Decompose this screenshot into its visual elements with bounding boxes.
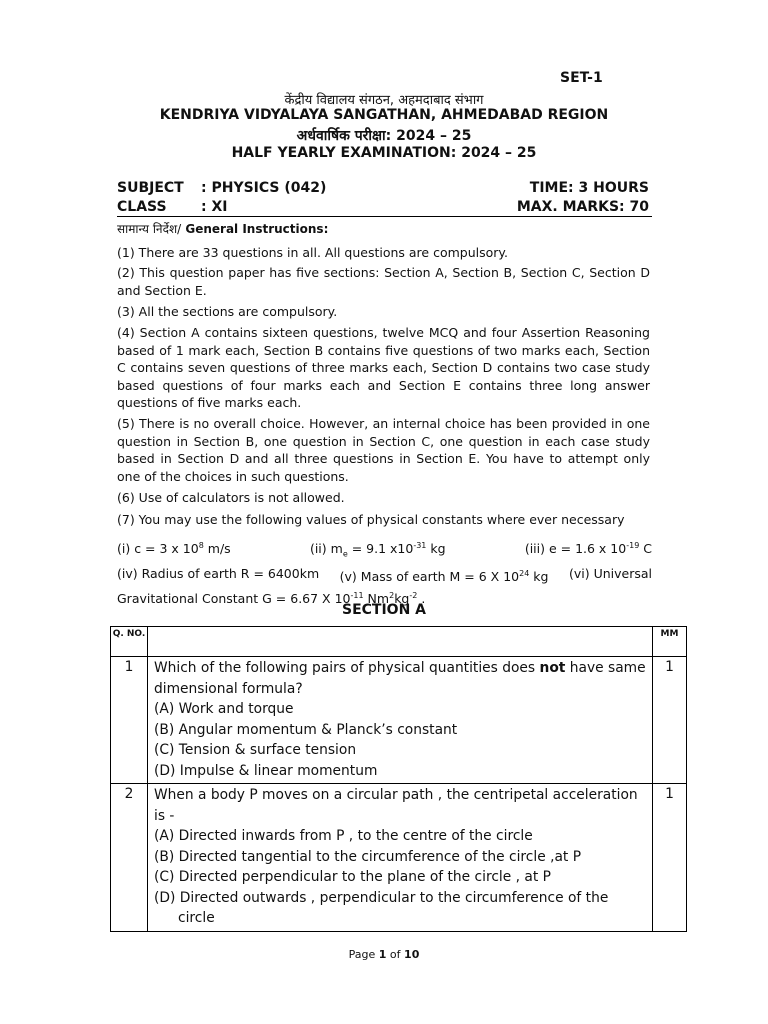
constants-line-2 bbox=[117, 564, 652, 586]
question-marks: 1 bbox=[653, 657, 687, 784]
instruction-1: (1) There are 33 questions in all. All questions are compulsory. bbox=[117, 245, 508, 260]
max-marks: MAX. MARKS: 70 bbox=[516, 199, 649, 215]
instructions-heading bbox=[117, 220, 328, 237]
const-grav-prefix: (vi) Universal bbox=[568, 565, 652, 581]
class-label: CLASS bbox=[117, 199, 167, 215]
page-footer: Page 1 of 10 bbox=[348, 948, 420, 961]
instruction-5: (5) There is no overall choice. However, an internal choice has been provided in one question in Section B, one question in Section C, one question in each case study based in Section D and all three questions in Section E. You have to attempt only one of the choices in such questions. bbox=[117, 416, 650, 484]
const-mass: (v) Mass of earth M = 6 X $10^{24}$ kg bbox=[339, 568, 549, 584]
org-hindi: केंद्रीय विद्यालय संगठन, अहमदाबाद संभाग bbox=[284, 93, 484, 108]
instruction-3: (3) All the sections are compulsory. bbox=[117, 304, 338, 319]
option-c: (C) Directed perpendicular to the plane of the circle , at P bbox=[154, 869, 551, 885]
option-a: (A) Directed inwards from P , to the centre of the circle bbox=[154, 828, 533, 844]
const-radius: (iv) Radius of earth R = 6400km bbox=[117, 565, 320, 581]
question-body bbox=[148, 784, 653, 932]
option-d: (D) Directed outwards , perpendicular to the circumference of the bbox=[154, 889, 609, 906]
table-row bbox=[111, 784, 687, 932]
subject-label: SUBJECT bbox=[117, 180, 184, 196]
col-question-header bbox=[148, 627, 653, 657]
question-stem: When a body P moves on a circular path , the centripetal acceleration is - bbox=[154, 787, 638, 824]
set-label: SET-1 bbox=[560, 70, 603, 86]
const-c: (i) c = 3 x $10^8$ m/s bbox=[117, 541, 231, 557]
header-divider bbox=[117, 216, 652, 217]
option-b: (B) Directed tangential to the circumference of the circle ,at P bbox=[154, 848, 582, 865]
question-stem: Which of the following pairs of physical quantities does not have same dimensional formula? bbox=[154, 660, 646, 697]
option-d-continued: circle bbox=[178, 910, 215, 926]
org-title: KENDRIYA VIDYALAYA SANGATHAN, AHMEDABAD REGION bbox=[159, 107, 609, 123]
option-b: (B) Angular momentum & Planck’s constant bbox=[154, 721, 458, 738]
table-row bbox=[111, 657, 687, 784]
constants-block bbox=[117, 536, 652, 608]
page-total: 10 bbox=[404, 948, 420, 961]
constants-line-1 bbox=[117, 536, 652, 564]
subject-value: : PHYSICS (042) bbox=[201, 180, 327, 196]
instruction-4: (4) Section A contains sixteen questions, twelve MCQ and four Assertion Reasoning based of 1 mark each, Section B contains five questions of two marks each, Section C contains seven questions of three marks each, Section D contains two case study based questions of four marks each and Section E contains three long answer questions of five marks each. bbox=[117, 325, 650, 410]
class-value: : XI bbox=[201, 199, 228, 215]
page-number: 1 bbox=[378, 948, 387, 961]
class-row bbox=[117, 199, 649, 215]
subject-row bbox=[117, 180, 649, 196]
constants-line-3: Gravitational Constant G = 6.67 X $10^{-11}$ $Nm^2kg^{-2}$ . bbox=[117, 590, 426, 606]
section-a-title: SECTION A bbox=[341, 602, 426, 618]
questions-table bbox=[110, 626, 687, 932]
const-e: (iii) e = 1.6 x $10^{-19}$ C bbox=[524, 541, 652, 557]
question-body bbox=[148, 657, 653, 784]
question-number: 2 bbox=[111, 784, 148, 932]
question-marks: 1 bbox=[653, 784, 687, 932]
option-c: (C) Tension & surface tension bbox=[154, 742, 357, 758]
time-value: TIME: 3 HOURS bbox=[529, 180, 649, 196]
instruction-6: (6) Use of calculators is not allowed. bbox=[117, 490, 345, 505]
instruction-2: (2) This question paper has five sections: Section A, Section B, Section C, Section D and Section E. bbox=[117, 265, 650, 298]
const-me: (ii) $m_e = 9.1$ $x10^{-31}$ kg bbox=[309, 541, 446, 559]
instructions-heading-hindi: सामान्य निर्देश/ bbox=[117, 222, 182, 236]
option-a: (A) Work and torque bbox=[154, 701, 294, 717]
table-header-row bbox=[111, 627, 687, 657]
question-number: 1 bbox=[111, 657, 148, 784]
exam-title: HALF YEARLY EXAMINATION: 2024 – 25 bbox=[231, 145, 537, 161]
exam-hindi: अर्धवार्षिक परीक्षा: 2024 – 25 bbox=[296, 128, 472, 144]
instructions-heading-en: General Instructions: bbox=[181, 222, 329, 236]
col-qno-header: Q. NO. bbox=[111, 627, 148, 657]
col-mm-header: MM bbox=[653, 627, 687, 657]
option-d: (D) Impulse & linear momentum bbox=[154, 762, 378, 779]
instruction-7: (7) You may use the following values of physical constants where ever necessary bbox=[117, 512, 625, 527]
